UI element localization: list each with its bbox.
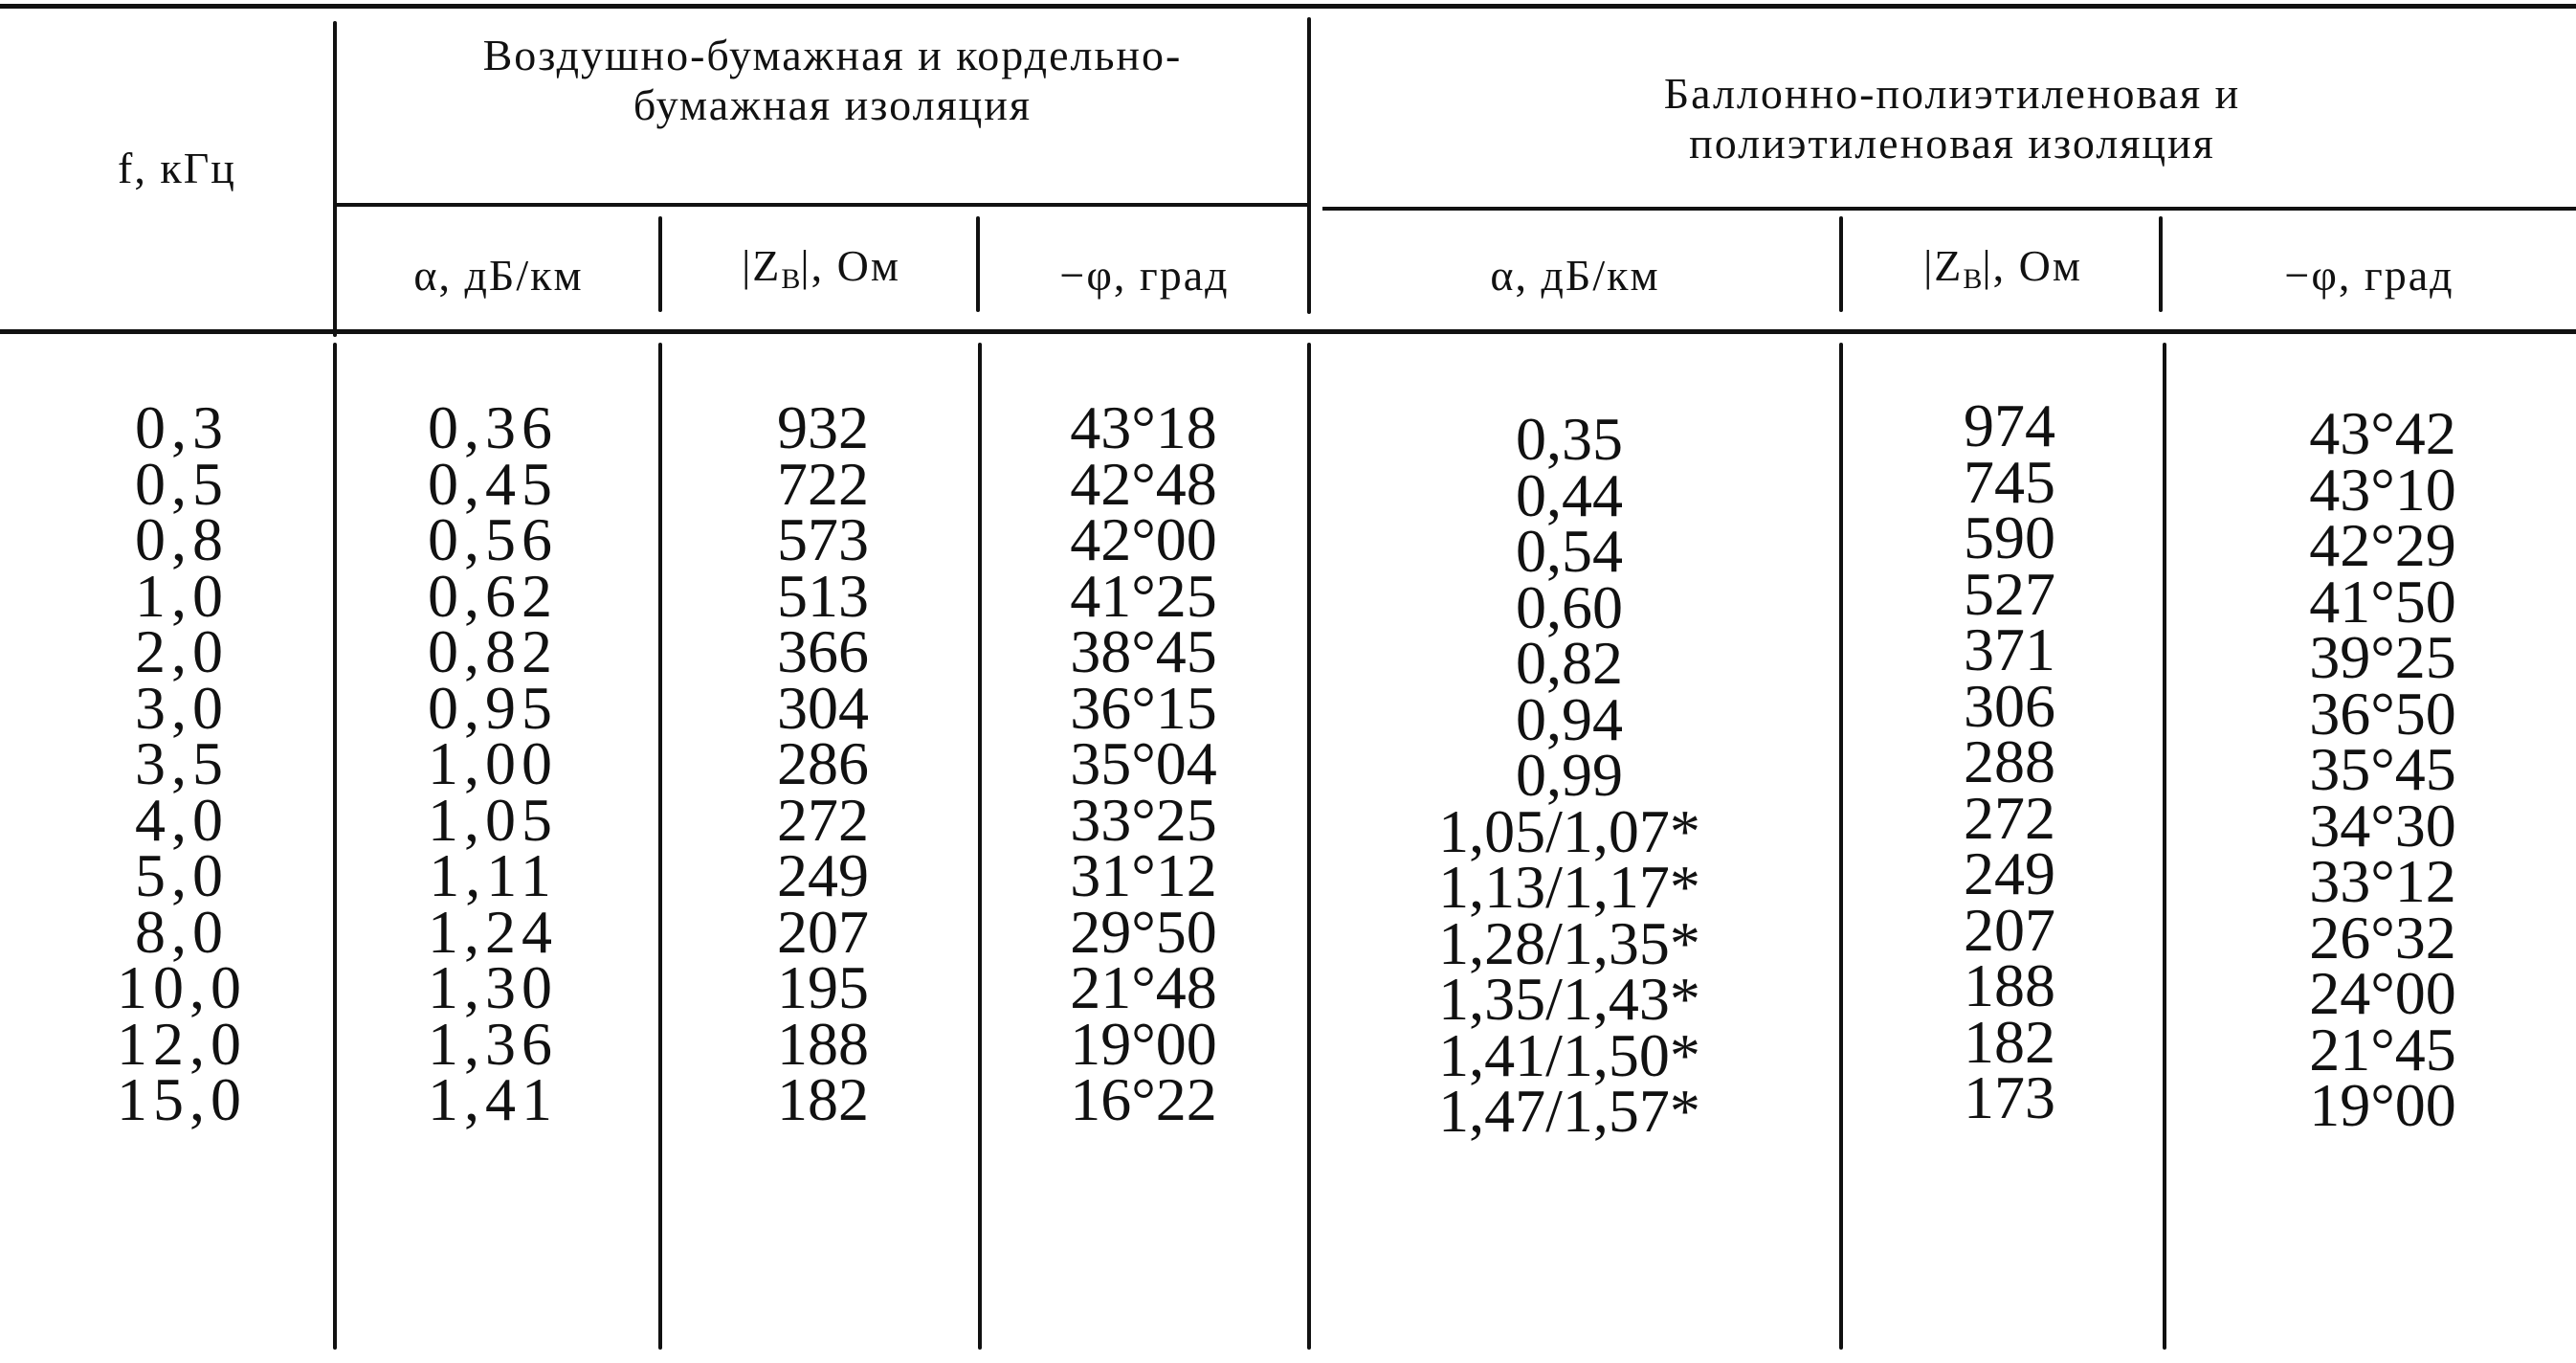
table-cell: 1,0 (135, 561, 229, 630)
table-cell: 1,47/1,57* (1438, 1077, 1700, 1145)
table-cell: 42°29 (2309, 511, 2456, 579)
column-phi-1 (1014, 393, 1273, 1133)
table-cell: 0,54 (1516, 517, 1623, 585)
table-cell: 371 (1964, 615, 2055, 683)
header-z-2 (1845, 241, 2161, 296)
table-cell: 3,5 (135, 729, 229, 797)
table-cell: 306 (1964, 671, 2055, 740)
table-cell: 19°00 (2309, 1071, 2456, 1139)
header-group1-label: Воздушно-бумажная и кордельно-бумажная изоляция (482, 31, 1183, 129)
divider-z1-phi1 (976, 216, 980, 312)
body-divider-4 (1307, 343, 1311, 1350)
table-cell: 10,0 (117, 953, 247, 1021)
header-z-1-open: |Z (742, 241, 782, 290)
table-cell: 188 (1964, 951, 2055, 1019)
column-phi-2 (2239, 399, 2526, 1139)
table-cell: 43°18 (1070, 393, 1217, 461)
table-cell: 39°25 (2309, 623, 2456, 691)
table-cell: 182 (777, 1065, 869, 1133)
header-group1 (478, 31, 1187, 129)
header-z-1 (666, 241, 976, 296)
table-cell: 33°25 (1070, 785, 1217, 854)
table-cell: 1,30 (428, 953, 558, 1021)
table-cell: 1,05 (428, 785, 558, 854)
table-cell: 173 (1964, 1063, 2055, 1131)
table-cell: 1,36 (428, 1009, 558, 1078)
table-cell: 207 (777, 897, 869, 966)
body-divider-3 (978, 343, 982, 1350)
table-cell: 0,94 (1516, 684, 1623, 753)
table-cell: 38°45 (1070, 617, 1217, 685)
column-alpha-1 (364, 393, 622, 1133)
table-cell: 26°32 (2309, 903, 2456, 972)
header-group2 (1502, 69, 2402, 168)
table-cell: 0,56 (428, 505, 558, 573)
subheader-rule-right (1322, 207, 2576, 211)
table-cell: 21°45 (2309, 1015, 2456, 1084)
divider-alpha1-z1 (658, 216, 662, 312)
table-cell: 195 (777, 953, 869, 1021)
table-cell: 0,3 (135, 393, 229, 461)
table-cell: 1,41/1,50* (1438, 1020, 1700, 1089)
table-cell: 2,0 (135, 617, 229, 685)
table-cell: 29°50 (1070, 897, 1217, 966)
table-cell: 288 (1964, 727, 2055, 795)
table-cell: 0,36 (428, 393, 558, 461)
table-cell: 8,0 (135, 897, 229, 966)
table-cell: 249 (777, 841, 869, 909)
table-cell: 1,00 (428, 729, 558, 797)
table-cell: 35°04 (1070, 729, 1217, 797)
table-cell: 3,0 (135, 673, 229, 742)
table-cell: 207 (1964, 895, 2055, 964)
table-cell: 573 (777, 505, 869, 573)
header-alpha-2 (1313, 251, 1837, 301)
table-cell: 0,5 (135, 449, 229, 518)
body-divider-6 (2163, 343, 2166, 1350)
table-cell: 41°50 (2309, 567, 2456, 636)
header-frequency-label: f, кГц (118, 144, 236, 192)
table-cell: 31°12 (1070, 841, 1217, 909)
header-alpha-1 (341, 251, 656, 301)
body-divider-1 (333, 343, 337, 1350)
header-z-2-open: |Z (1923, 241, 1964, 290)
table-cell: 366 (777, 617, 869, 685)
table-cell: 42°00 (1070, 505, 1217, 573)
table-cell: 249 (1964, 839, 2055, 907)
header-phi-2 (2168, 251, 2570, 301)
table-cell: 1,35/1,43* (1438, 965, 1700, 1033)
table-cell: 0,60 (1516, 572, 1623, 641)
table-cell: 932 (777, 393, 869, 461)
table-cell: 745 (1964, 447, 2055, 516)
table-cell: 0,82 (1516, 629, 1623, 697)
table-cell: 12,0 (117, 1009, 247, 1078)
table-cell: 41°25 (1070, 561, 1217, 630)
table-cell: 24°00 (2309, 959, 2456, 1027)
table-cell: 722 (777, 449, 869, 518)
table-cell: 0,95 (428, 673, 558, 742)
table-cell: 272 (1964, 783, 2055, 852)
table-cell: 43°10 (2309, 455, 2456, 524)
table-cell: 36°50 (2309, 679, 2456, 748)
header-bottom-rule (0, 329, 2576, 334)
column-z-1 (708, 393, 938, 1133)
table-cell: 304 (777, 673, 869, 742)
header-z-2-sub: В (1963, 263, 1983, 295)
table-cell: 1,05/1,07* (1438, 796, 1700, 865)
table-cell: 4,0 (135, 785, 229, 854)
column-z-2 (1904, 391, 2115, 1131)
body-divider-2 (658, 343, 662, 1350)
table-cell: 0,44 (1516, 460, 1623, 529)
table-cell: 0,62 (428, 561, 558, 630)
table-cell: 0,82 (428, 617, 558, 685)
table-cell: 527 (1964, 559, 2055, 628)
table-cell: 42°48 (1070, 449, 1217, 518)
table-cell: 35°45 (2309, 735, 2456, 803)
divider-alpha2-z2 (1839, 216, 1843, 312)
table-cell: 19°00 (1070, 1009, 1217, 1078)
table-cell: 286 (777, 729, 869, 797)
divider-group1-group2 (1307, 17, 1311, 314)
body-divider-5 (1839, 343, 1843, 1350)
header-phi-2-label: −φ, град (2284, 251, 2454, 300)
table-cell: 5,0 (135, 841, 229, 909)
table-cell: 272 (777, 785, 869, 854)
table-cell: 0,99 (1516, 741, 1623, 809)
table-cell: 182 (1964, 1007, 2055, 1076)
table-cell: 590 (1964, 503, 2055, 571)
column-frequency (67, 393, 297, 1133)
top-rule (0, 4, 2576, 9)
subheader-rule-left (337, 203, 1311, 207)
table-cell: 33°12 (2309, 847, 2456, 915)
table-cell: 36°15 (1070, 673, 1217, 742)
table-cell: 0,35 (1516, 405, 1623, 473)
table-cell: 1,28/1,35* (1438, 908, 1700, 977)
divider-freq-group1 (333, 21, 337, 337)
table-cell: 1,13/1,17* (1438, 853, 1700, 921)
header-alpha-2-label: α, дБ/км (1490, 251, 1660, 300)
table-cell: 0,45 (428, 449, 558, 518)
table-cell: 974 (1964, 391, 2055, 459)
header-group2-label: Баллонно-полиэтиленовая и полиэтиленовая изоляция (1663, 69, 2241, 168)
table-cell: 513 (777, 561, 869, 630)
table-cell: 1,11 (429, 841, 557, 909)
table-cell: 188 (777, 1009, 869, 1078)
table-cell: 43°42 (2309, 399, 2456, 467)
table-cell: 1,41 (428, 1065, 558, 1133)
header-phi-1-label: −φ, град (1059, 251, 1230, 300)
table-cell: 34°30 (2309, 791, 2456, 860)
table-cell: 1,24 (428, 897, 558, 966)
header-frequency (38, 144, 316, 193)
table-cell: 0,8 (135, 505, 229, 573)
header-z-1-sub: В (781, 263, 801, 295)
table-cell: 15,0 (117, 1065, 247, 1133)
header-z-2-close: |, Ом (1982, 241, 2082, 290)
header-alpha-1-label: α, дБ/км (413, 251, 584, 300)
column-alpha-2 (1378, 405, 1761, 1145)
header-phi-1 (984, 251, 1305, 301)
header-z-1-close: |, Ом (800, 241, 900, 290)
table-cell: 21°48 (1070, 953, 1217, 1021)
table-cell: 16°22 (1070, 1065, 1217, 1133)
